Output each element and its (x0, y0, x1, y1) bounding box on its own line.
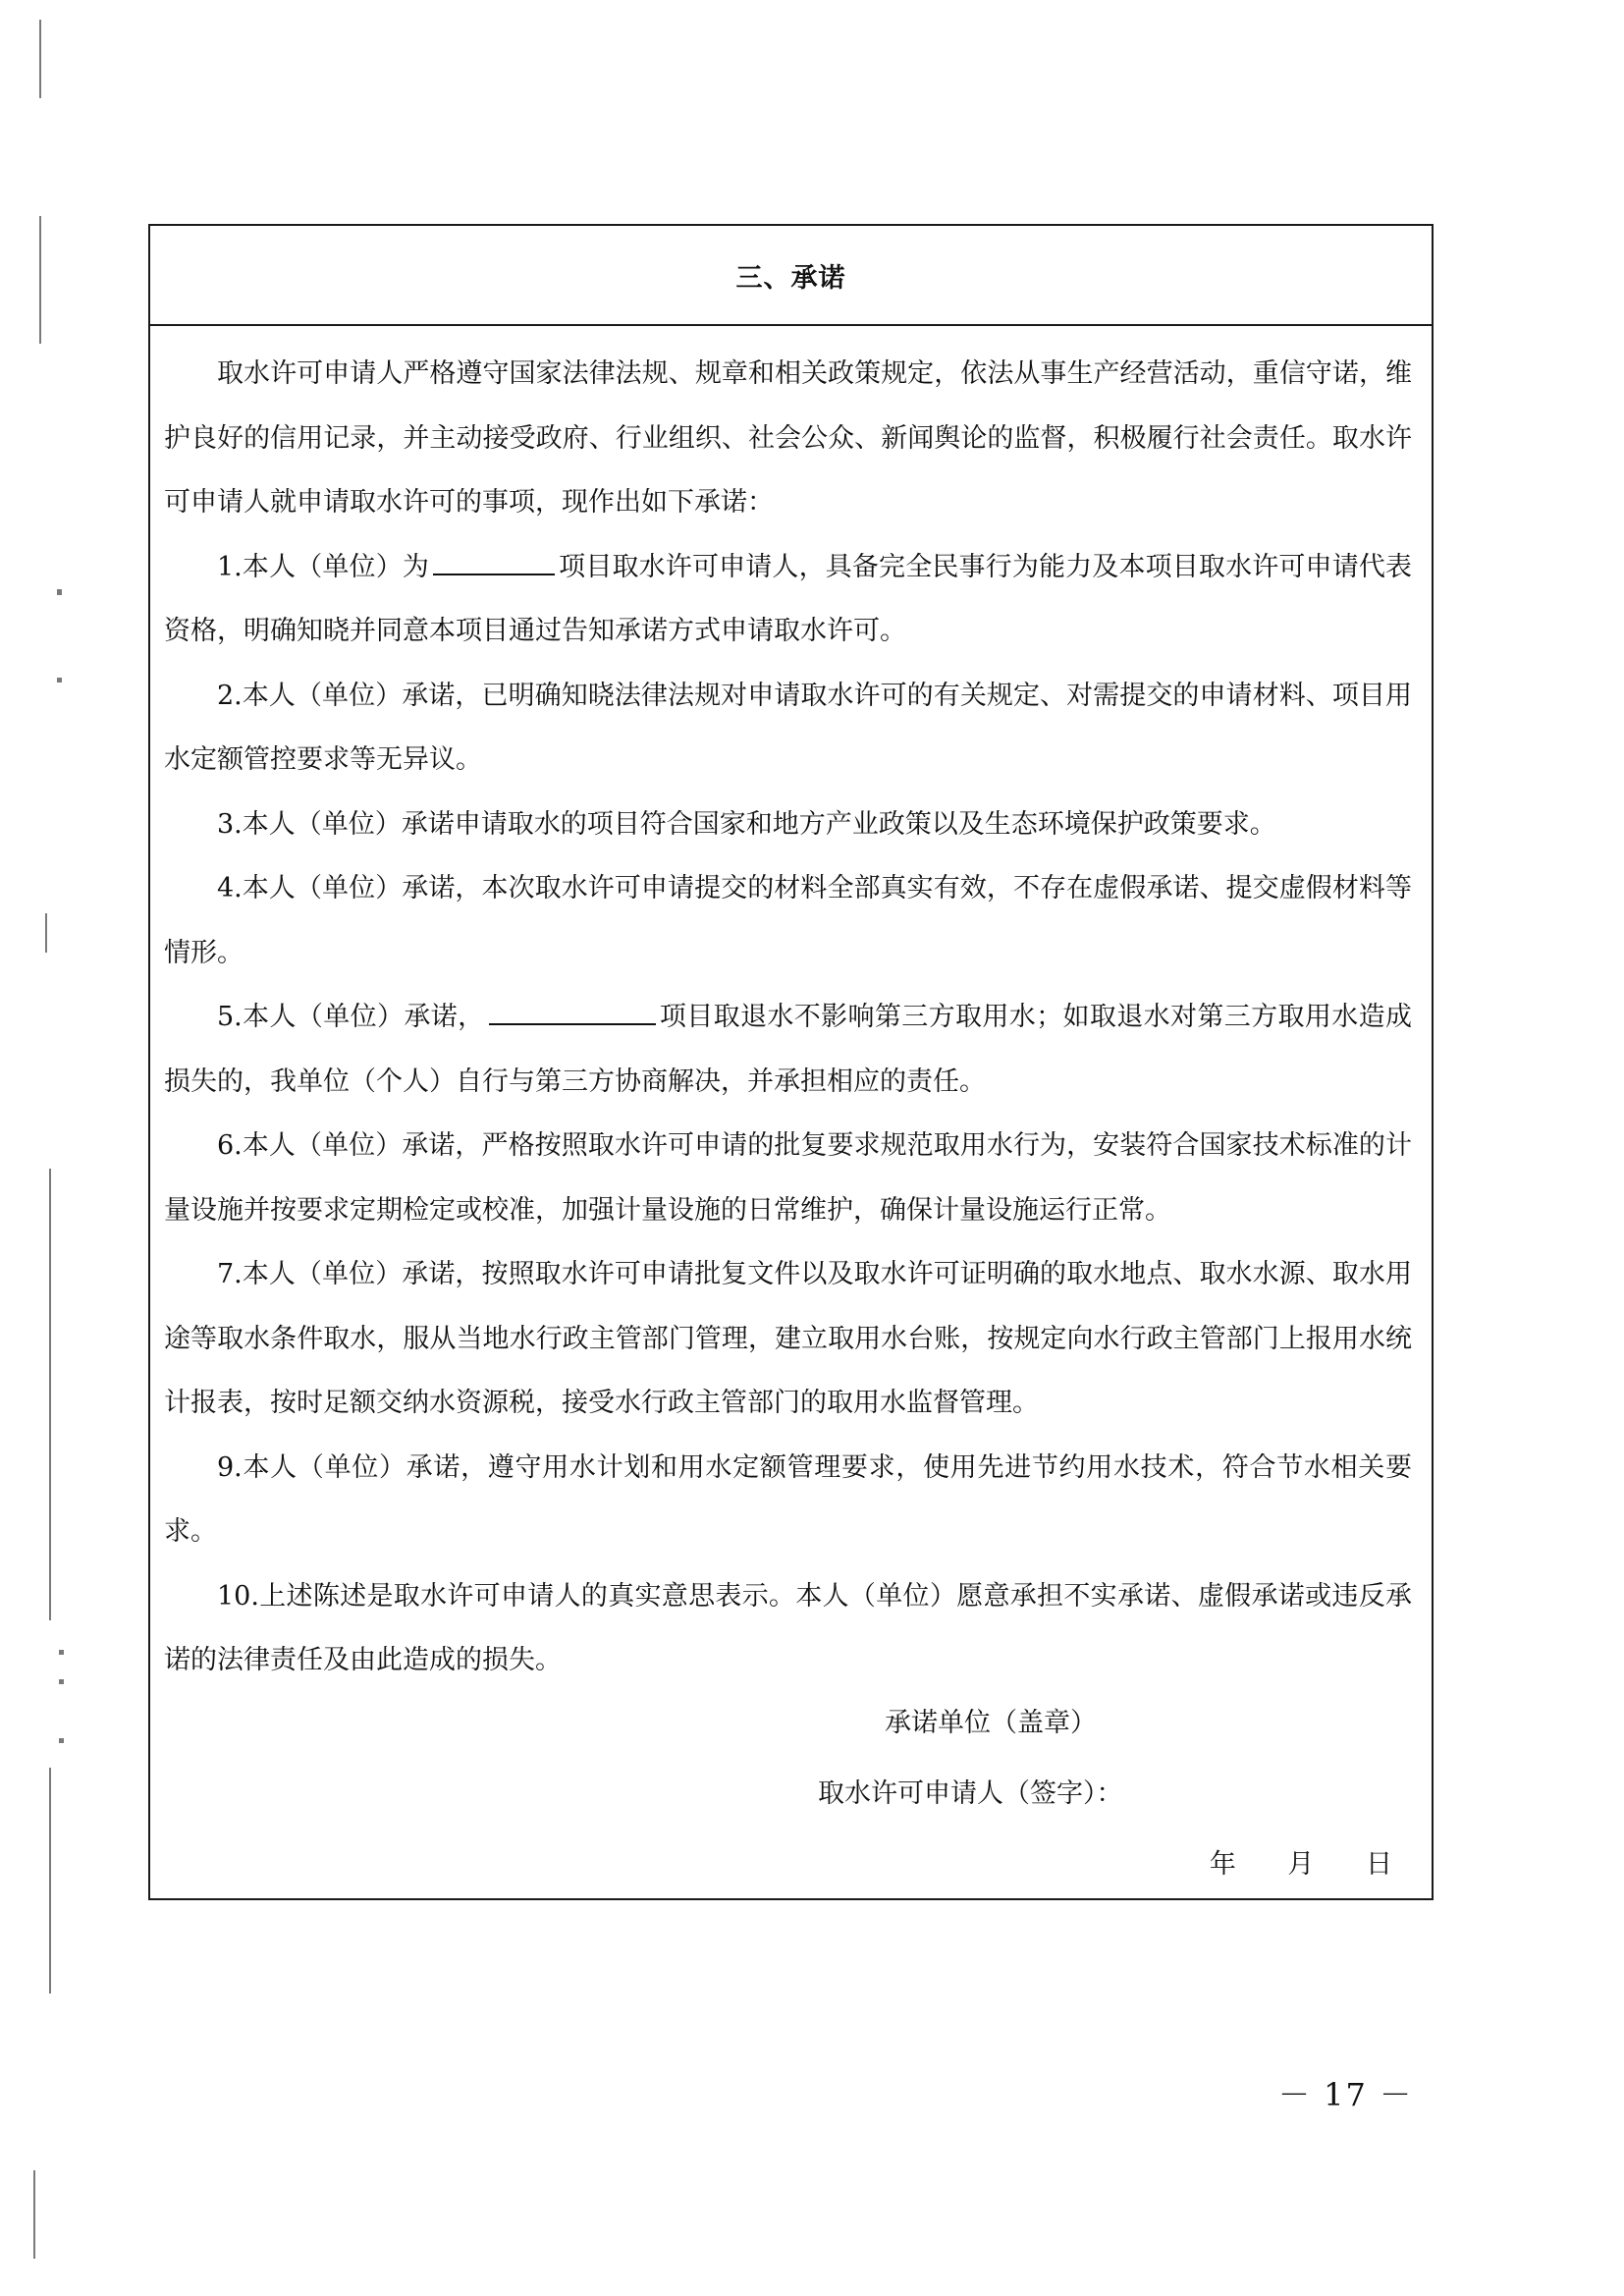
commitment-item-6: 6.本人（单位）承诺，严格按照取水许可申请的批复要求规范取用水行为，安装符合国家技术标准的计量设施并按要求定期检定或校准，加强计量设施的日常维护，确保计量设施运行正常。 (164, 1130, 1412, 1226)
commitment-item-10: 10.上述陈述是取水许可申请人的真实意思表示。本人（单位）愿意承担不实承诺、虚假承诺或违反承诺的法律责任及由此造成的损失。 (164, 1580, 1412, 1675)
scan-artifact (57, 589, 62, 595)
commitment-item-9: 9.本人（单位）承诺，遵守用水计划和用水定额管理要求，使用先进节约用水技术，符合节水相关要求。 (164, 1451, 1412, 1547)
scan-artifact (49, 1768, 51, 1994)
item5-text-before: 5.本人（单位）承诺， (217, 1002, 485, 1032)
commitment-item-5 (164, 985, 1412, 1114)
section-title: 三、承诺 (735, 262, 846, 294)
project-name-blank (433, 552, 555, 575)
scan-artifact (49, 1169, 51, 1620)
seal-label: 承诺单位（盖章） (885, 1707, 1097, 1738)
scan-artifact (59, 1738, 64, 1743)
item1-text-before: 1.本人（单位）为 (217, 551, 430, 582)
scan-artifact (59, 1650, 64, 1655)
applicant-signature-label: 取水许可申请人（签字）： (818, 1777, 1123, 1809)
date-line (1210, 1842, 1392, 1881)
item1-text-after: 项目取水许可申请人，具备完全民事行为能力及本项目取水许可申请代表资格，明确知晓并同意本项目通过告知承诺方式申请取水许可。 (164, 551, 1413, 646)
scan-artifact (39, 216, 41, 344)
scan-artifact (39, 20, 41, 98)
commitment-item-1 (164, 535, 1412, 664)
month-label: 月 (1287, 1848, 1315, 1880)
scan-artifact (59, 1679, 64, 1684)
commitment-item-4: 4.本人（单位）承诺，本次取水许可申请提交的材料全部真实有效，不存在虚假承诺、提交虚假材料等情形。 (164, 873, 1412, 968)
page-number: － 17 － (1278, 2076, 1414, 2113)
item5-text-after: 项目取退水不影响第三方取用水；如取退水对第三方取用水造成损失的，我单位（个人）自行与第三方协商解决，并承担相应的责任。 (164, 1002, 1413, 1097)
signature-block (164, 1693, 1412, 1889)
scan-artifact (33, 2170, 35, 2259)
intro-paragraph: 取水许可申请人严格遵守国家法律法规、规章和相关政策规定，依法从事生产经营活动，重信守诺，维护良好的信用记录，并主动接受政府、行业组织、社会公众、新闻舆论的监督，积极履行社会责任。取水许可申请人就申请取水许可的事项，现作出如下承诺： (164, 358, 1412, 518)
commitment-item-7: 7.本人（单位）承诺，按照取水许可申请批复文件以及取水许可证明确的取水地点、取水水源、取水用途等取水条件取水，服从当地水行政主管部门管理，建立取用水台账，按规定向水行政主管部门上报用水统计报表，按时足额交纳水资源税，接受水行政主管部门的取用水监督管理。 (164, 1259, 1412, 1418)
commitment-section (148, 224, 1434, 1900)
scan-artifact (57, 678, 62, 683)
commitment-item-3: 3.本人（单位）承诺申请取水的项目符合国家和地方产业政策以及生态环境保护政策要求。 (217, 808, 1276, 840)
section-body (150, 326, 1432, 1889)
project-name-blank-2 (489, 1002, 656, 1025)
scan-artifact (45, 913, 47, 953)
year-label: 年 (1209, 1848, 1236, 1880)
commitment-item-2: 2.本人（单位）承诺，已明确知晓法律法规对申请取水许可的有关规定、对需提交的申请材料、项目用水定额管控要求等无异议。 (164, 680, 1412, 775)
day-label: 日 (1366, 1848, 1392, 1880)
section-header (150, 226, 1432, 326)
